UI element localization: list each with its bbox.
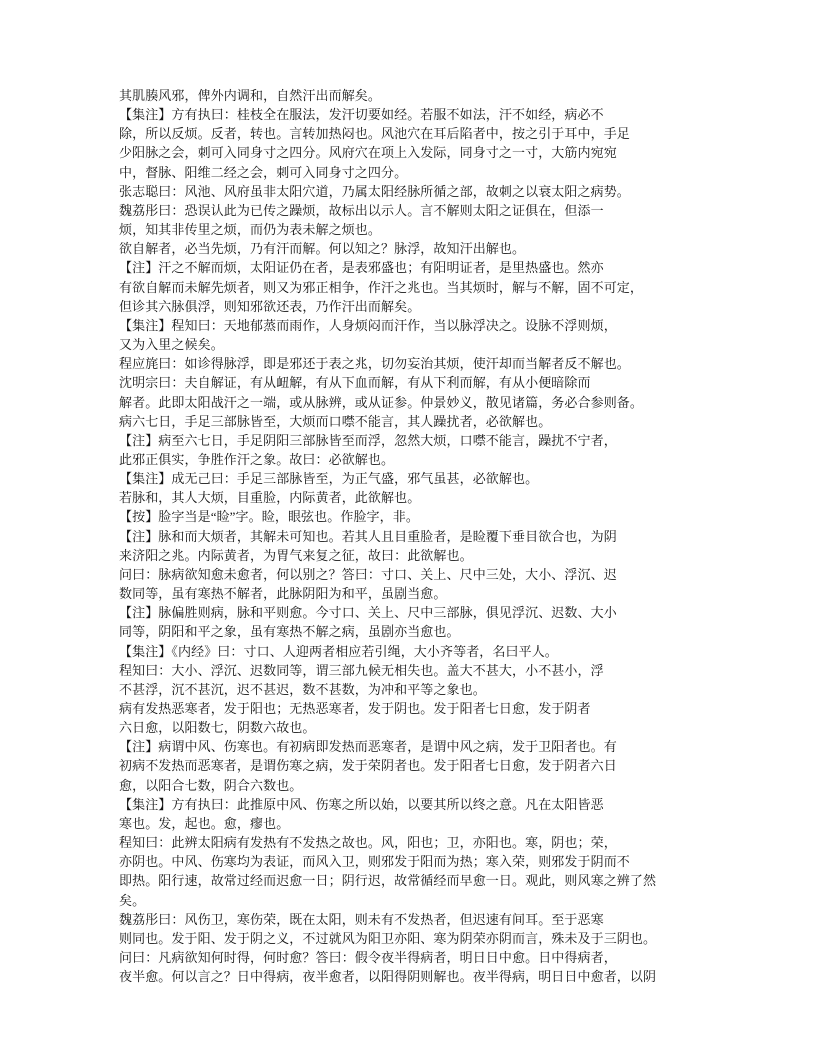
text-line: 沈明宗曰：夫自解证，有从衄解，有从下血而解，有从下利而解，有从小便暗除而 (119, 375, 591, 391)
text-line: 【注】病至六七日，手足阴阳三部脉皆至而浮，忽然大烦，口噤不能言，躁扰不宁者， (119, 432, 617, 448)
text-line: 若脉和，其人大烦，目重脸，内际黄者，此欲解也。 (119, 490, 421, 506)
text-line: 不甚浮，沉不甚沉，迟不甚迟，数不甚数，为冲和平等之象也。 (119, 681, 486, 697)
text-line: 来济阳之兆。内际黄者，为胃气来复之征，故曰：此欲解也。 (119, 547, 473, 563)
text-line: 同等，阴阳和平之象，虽有寒热不解之病，虽剧亦当愈也。 (119, 624, 460, 640)
text-line: 【注】病谓中风、伤寒也。有初病即发热而恶寒者，是谓中风之病，发于卫阳者也。有 (119, 739, 617, 755)
text-line: 即热。阳行速，故常过经而迟愈一日；阴行迟，故常循经而早愈一日。观此，则风寒之辨了然 (119, 873, 657, 889)
text-line: 问曰：凡病欲知何时得，何时愈？答曰：假令夜半得病者，明日日中愈。日中得病者， (119, 950, 617, 966)
text-line: 解者。此即太阳战汗之一端，或从脉辨，或从证参。仲景妙义，散见诸篇，务必合参则备。 (119, 394, 644, 410)
text-line: 亦阴也。中风、伤寒均为表证，而风入卫，则邪发于阳而为热；寒入荣，则邪发于阴而不 (119, 854, 630, 870)
text-line: 愈，以阳合七数，阴合六数也。 (119, 777, 303, 793)
text-line: 欲自解者，必当先烦，乃有汗而解。何以知之？脉浮，故知汗出解也。 (119, 241, 526, 257)
text-line: 【注】汗之不解而烦，太阳证仍在者，是表邪盛也；有阳明证者，是里热盛也。然亦 (119, 260, 604, 276)
text-line: 寒也。发，起也。愈，瘳也。 (119, 815, 290, 831)
text-line: 【集注】成无己曰：手足三部脉皆至，为正气盛，邪气虽甚，必欲解也。 (119, 471, 539, 487)
text-line: 则同也。发于阳、发于阴之义，不过就风为阳卫亦阳、寒为阴荣亦阴而言，殊未及于三阴也。 (119, 930, 657, 946)
text-line: 少阳脉之会，刺可入同身寸之四分。风府穴在项上入发际，同身寸之一寸，大筋内宛宛 (119, 145, 617, 161)
text-line: 【注】脉和而大烦者，其解未可知也。若其人且目重脸者，是睑覆下垂目欲合也，为阴 (119, 528, 617, 544)
text-line: 【注】脉偏胜则病，脉和平则愈。今寸口、关上、尺中三部脉，俱见浮沉、迟数、大小 (119, 605, 617, 621)
text-line: 张志聪曰：风池、风府虽非太阳穴道，乃属太阳经脉所循之部，故刺之以衰太阳之病势。 (119, 183, 630, 199)
text-line: 魏荔彤曰：风伤卫，寒伤荣，既在太阳，则未有不发热者，但迟速有间耳。至于恶寒 (119, 911, 604, 927)
text-line: 又为入里之候矣。 (119, 337, 224, 353)
text-line: 【集注】《内经》曰：寸口、人迎两者相应若引绳，大小齐等者，名曰平人。 (119, 643, 558, 659)
text-line: 除，所以反烦。反者，转也。言转加热闷也。风池穴在耳后陷者中，按之引于耳中，手足 (119, 126, 630, 142)
text-line: 矣。 (119, 892, 146, 908)
text-line: 中，督脉、阳维二经之会，刺可入同身寸之四分。 (119, 164, 408, 180)
text-line: 病有发热恶寒者，发于阳也；无热恶寒者，发于阴也。发于阳者七日愈，发于阴者 (119, 701, 591, 716)
text-line: 有欲自解而未解先烦者，则又为邪正相争，作汗之兆也。当其烦时，解与不解，固不可定， (119, 279, 644, 295)
text-line: 烦，知其非传里之烦，而仍为表未解之烦也。 (119, 222, 382, 238)
text-line: 但诊其六脉俱浮，则知邪欲还表，乃作汗出而解矣。 (119, 298, 421, 314)
document-text (119, 86, 729, 986)
text-line: 初病不发热而恶寒者，是谓伤寒之病，发于荣阴者也。发于阳者七日愈，发于阴者六日 (119, 758, 617, 774)
text-line: 程知曰：此辨太阳病有发热有不发热之故也。风，阳也；卫，亦阳也。寒，阴也；荣， (119, 835, 617, 851)
text-line: 问曰：脉病欲知愈未愈者，何以别之？答曰：寸口、关上、尺中三处，大小、浮沉、迟 (119, 566, 617, 582)
text-line: 【集注】方有执曰：桂枝全在服法，发汗切要如经。若服不如法，汗不如经，病必不 (119, 107, 604, 123)
text-line: 程知曰：大小、浮沉、迟数同等，谓三部九候无相失也。盖大不甚大，小不甚小，浮 (119, 662, 604, 678)
text-line: 六日愈，以阳数七，阴数六故也。 (119, 720, 316, 736)
text-line: 魏荔彤曰：恐误认此为已传之躁烦，故标出以示人。言不解则太阳之证俱在，但添一 (119, 202, 604, 218)
text-line: 夜半愈。何以言之？日中得病，夜半愈者，以阳得阴则解也。夜半得病，明日日中愈者，以阴 (119, 969, 657, 985)
text-line: 此邪正俱实，争胜作汗之象。故曰：必欲解也。 (119, 451, 395, 467)
text-line: 数同等，虽有寒热不解者，此脉阴阳为和平，虽剧当愈。 (119, 586, 447, 602)
text-line: 【按】脸字当是“睑”字。睑，眼弦也。作脸字，非。 (119, 509, 419, 525)
text-line: 【集注】程知曰：天地郁蒸而雨作，人身烦闷而汗作，当以脉浮决之。设脉不浮则烦， (119, 317, 617, 333)
text-line: 病六七日，手足三部脉皆至，大烦而口噤不能言，其人躁扰者，必欲解也。 (119, 413, 552, 429)
text-line: 【集注】方有执曰：此推原中风、伤寒之所以始，以要其所以终之意。凡在太阳皆恶 (119, 796, 604, 812)
text-line: 程应旄曰：如诊得脉浮，即是邪还于表之兆，切勿妄治其烦，使汗却而当解者反不解也。 (119, 356, 630, 372)
text-line: 其肌腠风邪，俾外内调和，自然汗出而解矣。 (119, 88, 382, 103)
